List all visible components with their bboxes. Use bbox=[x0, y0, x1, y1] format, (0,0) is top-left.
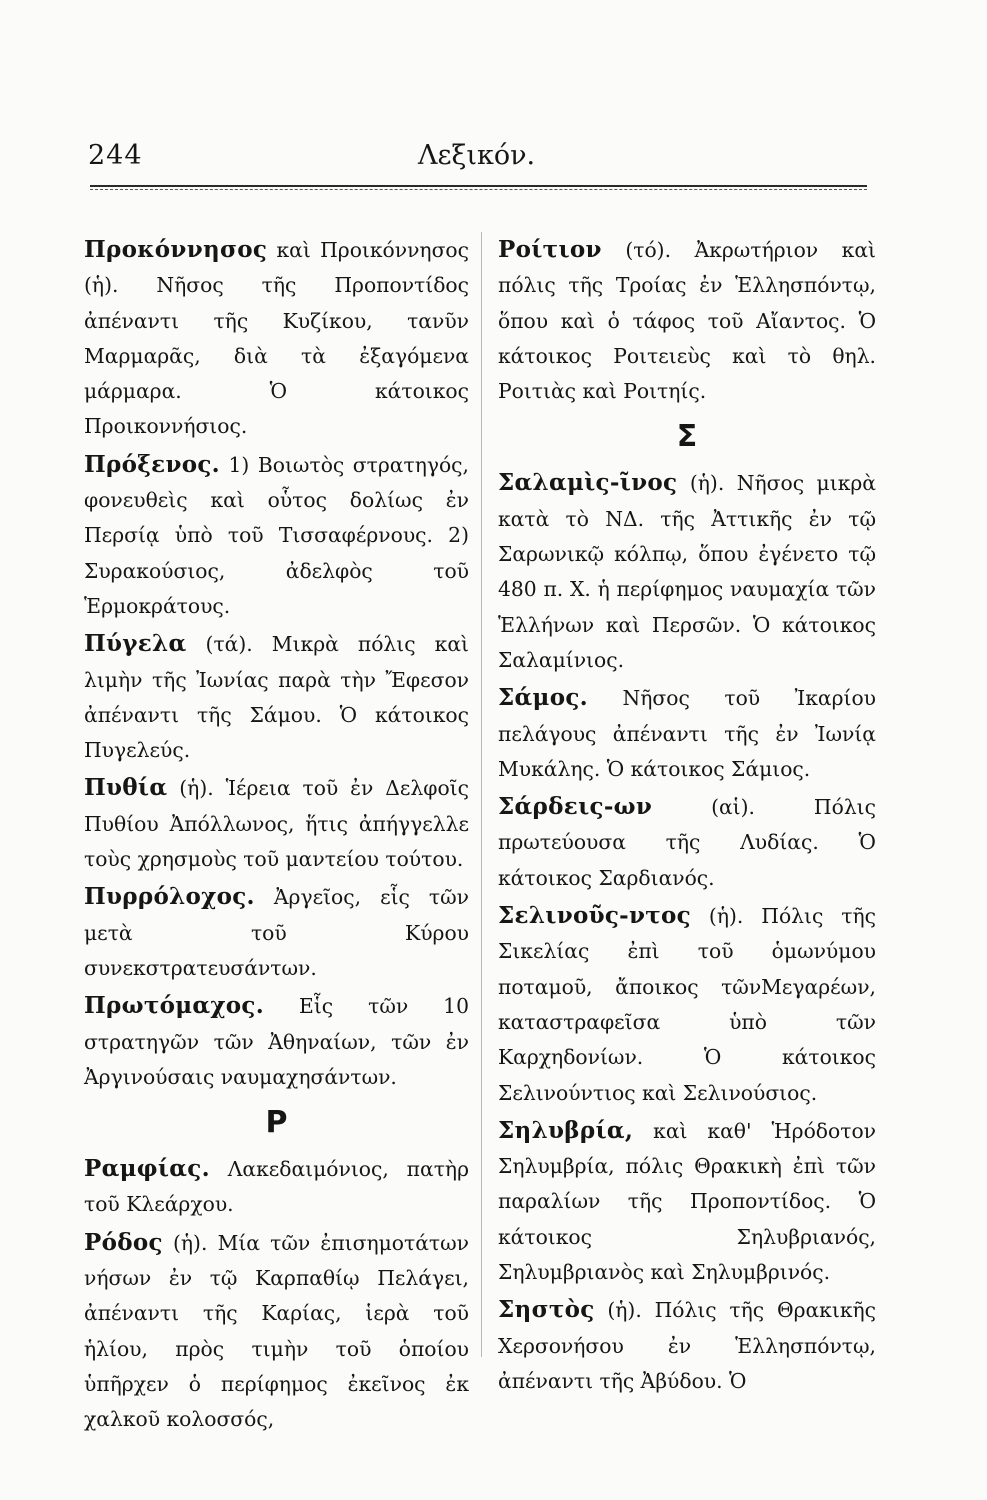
entry-headword: Ροίτιον bbox=[498, 236, 602, 263]
entry-text: (ἡ). Μία τῶν ἐπισημοτάτων νήσων ἐν τῷ Καρπαθίῳ Πελάγει, ἀπέναντι τῆς Καρίας, ἱερὰ τοῦ ἡλίου, πρὸς τιμὴν τοῦ ὁποίου ὑπῆρχεν ὁ περίφημος ἐκεῖνος ἐκ χαλκοῦ κολοσσός, bbox=[84, 1230, 469, 1432]
entry-headword: Ραμφίας. bbox=[84, 1155, 210, 1183]
entry-headword: Πυθία bbox=[84, 774, 168, 802]
entry-text: 1) Βοιωτὸς στρατηγός, φονευθεὶς καὶ οὗτος δολίως ἐν Περσίᾳ ὑπὸ τοῦ Τισσαφέρνους. 2) Συρακούσιος, ἀδελφὸς τοῦ Ἑρμοκράτους. bbox=[84, 452, 469, 618]
dictionary-entry bbox=[498, 1292, 876, 1399]
header-rule-dashed bbox=[90, 189, 867, 190]
entry-text: καὶ Προικόννησος (ἡ). Νῆσος τῆς Προποντίδος ἀπέναντι τῆς Κυζίκου, τανῦν Μαρμαρᾶς, διὰ τὰ ἐξαγόμενα μάρμαρα. Ὁ κάτοικος Προικοννήσιος. bbox=[84, 238, 469, 439]
entry-headword: Σαλαμὶς-ῖνος bbox=[498, 469, 678, 497]
entry-headword: Σηστὸς bbox=[498, 1296, 595, 1324]
page-number: 244 bbox=[88, 140, 143, 171]
dictionary-entry bbox=[84, 770, 469, 877]
dictionary-entry bbox=[84, 447, 469, 624]
dictionary-entry bbox=[84, 232, 469, 445]
dictionary-entry bbox=[498, 1113, 876, 1290]
page-header bbox=[88, 140, 868, 180]
entry-text: Εἷς τῶν 10 στρατηγῶν τῶν Ἀθηναίων, τῶν ἐν Ἀργινούσαις ναυμαχησάντων. bbox=[84, 994, 469, 1089]
section-letter-rho: Ρ bbox=[265, 1105, 288, 1141]
entry-headword: Πρόξενος. bbox=[84, 450, 220, 478]
entry-text: Νῆσος τοῦ Ἰκαρίου πελάγους ἀπέναντι τῆς ἐν Ἰωνίᾳ Μυκάλης. Ὁ κάτοικος Σάμιος. bbox=[498, 686, 876, 781]
dictionary-entry bbox=[84, 1151, 469, 1223]
entry-text: (ἡ). Πόλις τῆς Σικελίας ἐπὶ τοῦ ὁμωνύμου ποταμοῦ, ἄποικος τῶνΜεγαρέων, καταστραφεῖσα ὑπὸ τῶν Καρχηδονίων. Ὁ κάτοικος Σελινούντιος καὶ Σελινούσιος. bbox=[498, 904, 876, 1105]
running-title: Λεξικόν. bbox=[418, 140, 536, 171]
left-column bbox=[84, 232, 469, 1440]
dictionary-entry bbox=[84, 988, 469, 1095]
header-rule bbox=[90, 185, 867, 187]
dictionary-entry bbox=[498, 898, 876, 1111]
column-divider bbox=[481, 232, 482, 1357]
dictionary-entry bbox=[498, 232, 876, 409]
entry-text: καὶ καθ' Ἡρόδοτον Σηλυμβρία, πόλις Θρακικὴ ἐπὶ τῶν παραλίων τῆς Προποντίδος. Ὁ κάτοικος Σηλυβριανός, Σηλυμβριανὸς καὶ Σηλυμβρινός. bbox=[498, 1118, 876, 1285]
entry-text: (ἡ). Νῆσος μικρὰ κατὰ τὸ ΝΔ. τῆς Ἀττικῆς ἐν τῷ Σαρωνικῷ κόλπῳ, ὅπου ἐγένετο τῷ 480 π. Χ. ἡ περίφημος ναυμαχία τῶν Ἑλλήνων καὶ Περσῶν. Ὁ κάτοικος Σαλαμίνιος. bbox=[498, 471, 876, 672]
section-letter-sigma: Σ bbox=[676, 419, 698, 455]
dictionary-entry bbox=[84, 626, 469, 768]
dictionary-entry bbox=[498, 680, 876, 787]
entry-headword: Σάρδεις-ων bbox=[498, 793, 653, 821]
entry-headword: Σάμος. bbox=[498, 684, 588, 712]
entry-text: Ἀργεῖος, εἷς τῶν μετὰ τοῦ Κύρου συνεκστρατευσάντων. bbox=[84, 885, 469, 980]
dictionary-entry bbox=[84, 1225, 469, 1438]
entry-headword: Πυρρόλοχος. bbox=[84, 883, 255, 911]
entry-text: (ἡ). Ἱέρεια τοῦ ἐν Δελφοῖς Πυθίου Ἀπόλλωνος, ἥτις ἀπήγγελλε τοὺς χρησμοὺς τοῦ μαντείου τούτου. bbox=[84, 776, 469, 872]
entry-text: (ἡ). Πόλις τῆς Θρακικῆς Χερσονήσου ἐν Ἑλλησπόντῳ, ἀπέναντι τῆς Ἀβύδου. Ὁ bbox=[498, 1298, 876, 1393]
entry-text: (τό). Ἀκρωτήριον καὶ πόλις τῆς Τροίας ἐν Ἑλλησπόντῳ, ὅπου καὶ ὁ τάφος τοῦ Αἴαντος. Ὁ κάτοικος Ροιτειεὺς καὶ τὸ θηλ. Ροιτιὰς καὶ Ροιτηίς. bbox=[498, 238, 876, 404]
entry-headword: Σελινοῦς-ντος bbox=[498, 902, 691, 930]
entry-headword: Προκόννησος bbox=[84, 236, 268, 263]
entry-headword: Ρόδος bbox=[84, 1228, 163, 1256]
dictionary-entry bbox=[84, 879, 469, 986]
entry-text: Λακεδαιμόνιος, πατὴρ τοῦ Κλεάρχου. bbox=[84, 1157, 469, 1217]
entry-headword: Σηλυβρία, bbox=[498, 1116, 634, 1144]
entry-headword: Πρωτόμαχος. bbox=[84, 992, 265, 1020]
dictionary-entry bbox=[498, 465, 876, 678]
entry-text: (τά). Μικρὰ πόλις καὶ λιμὴν τῆς Ἰωνίας παρὰ τὴν Ἔφεσον ἀπέναντι τῆς Σάμου. Ὁ κάτοικος Πυγελεύς. bbox=[84, 632, 469, 763]
right-column bbox=[498, 232, 876, 1401]
entry-text: (αἱ). Πόλις πρωτεύουσα τῆς Λυδίας. Ὁ κάτοικος Σαρδιανός. bbox=[498, 795, 876, 890]
entry-headword: Πύγελα bbox=[84, 630, 187, 658]
dictionary-entry bbox=[498, 789, 876, 896]
